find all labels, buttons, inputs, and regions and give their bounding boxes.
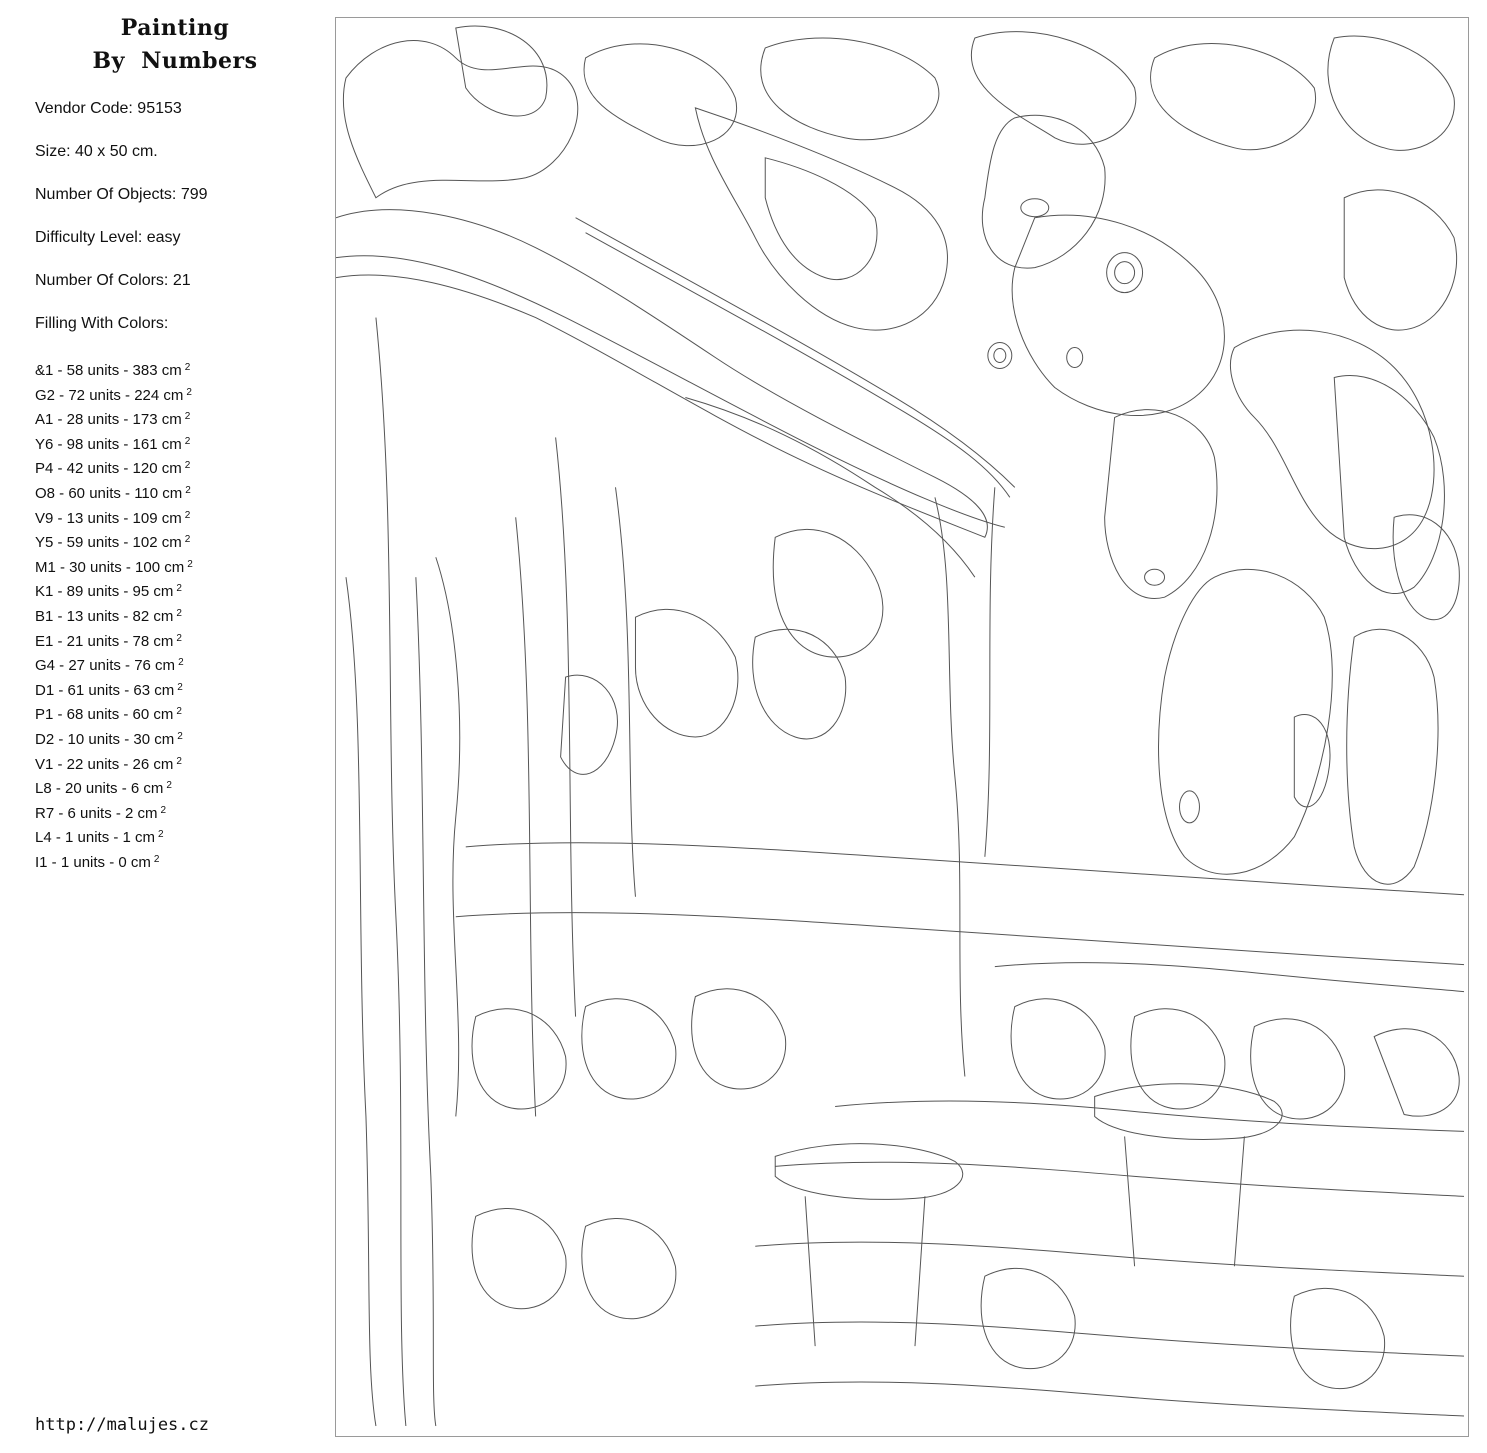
color-item: A1 - 28 units - 173 cm $^2$ <box>35 411 191 429</box>
colors-count: Number Of Colors: 21 <box>35 272 191 289</box>
color-item: B1 - 13 units - 82 cm $^2$ <box>35 607 182 625</box>
color-item: Y6 - 98 units - 161 cm $^2$ <box>35 435 191 453</box>
objects-count: Number Of Objects: 799 <box>35 186 208 203</box>
color-item: I1 - 1 units - 0 cm $^2$ <box>35 853 160 871</box>
color-item: L4 - 1 units - 1 cm $^2$ <box>35 829 164 847</box>
color-item: D2 - 10 units - 30 cm $^2$ <box>35 730 183 748</box>
color-item: V9 - 13 units - 109 cm $^2$ <box>35 509 191 527</box>
size-info: Size: 40 x 50 cm. <box>35 143 158 160</box>
color-item: Y5 - 59 units - 102 cm $^2$ <box>35 534 191 552</box>
product-info <box>35 98 208 356</box>
website-url: http://malujes.cz <box>35 1415 209 1435</box>
color-item: E1 - 21 units - 78 cm $^2$ <box>35 632 182 650</box>
line-art-drawing <box>336 18 1468 1436</box>
title-line-1: Painting <box>120 15 230 41</box>
color-item: G2 - 72 units - 224 cm $^2$ <box>35 386 192 404</box>
color-item: &1 - 58 units - 383 cm $^2$ <box>35 362 191 379</box>
vendor-code: Vendor Code: 95153 <box>35 100 182 117</box>
color-item: G4 - 27 units - 76 cm $^2$ <box>35 657 184 675</box>
color-item: V1 - 22 units - 26 cm $^2$ <box>35 755 182 773</box>
color-item: P1 - 68 units - 60 cm $^2$ <box>35 706 182 724</box>
color-item: P4 - 42 units - 120 cm $^2$ <box>35 460 191 478</box>
filling-heading: Filling With Colors: <box>35 315 169 332</box>
color-item: O8 - 60 units - 110 cm $^2$ <box>35 484 191 502</box>
color-item: L8 - 20 units - 6 cm $^2$ <box>35 780 172 798</box>
color-item: M1 - 30 units - 100 cm $^2$ <box>35 558 193 576</box>
color-item: D1 - 61 units - 63 cm $^2$ <box>35 681 183 699</box>
difficulty-level: Difficulty Level: easy <box>35 229 181 246</box>
info-sidebar <box>0 0 330 1453</box>
page-title <box>30 12 320 78</box>
color-item: R7 - 6 units - 2 cm $^2$ <box>35 804 167 822</box>
color-item: K1 - 89 units - 95 cm $^2$ <box>35 583 182 601</box>
title-line-2: By Numbers <box>92 48 258 74</box>
line-art-canvas <box>335 17 1469 1437</box>
color-list <box>35 357 193 873</box>
